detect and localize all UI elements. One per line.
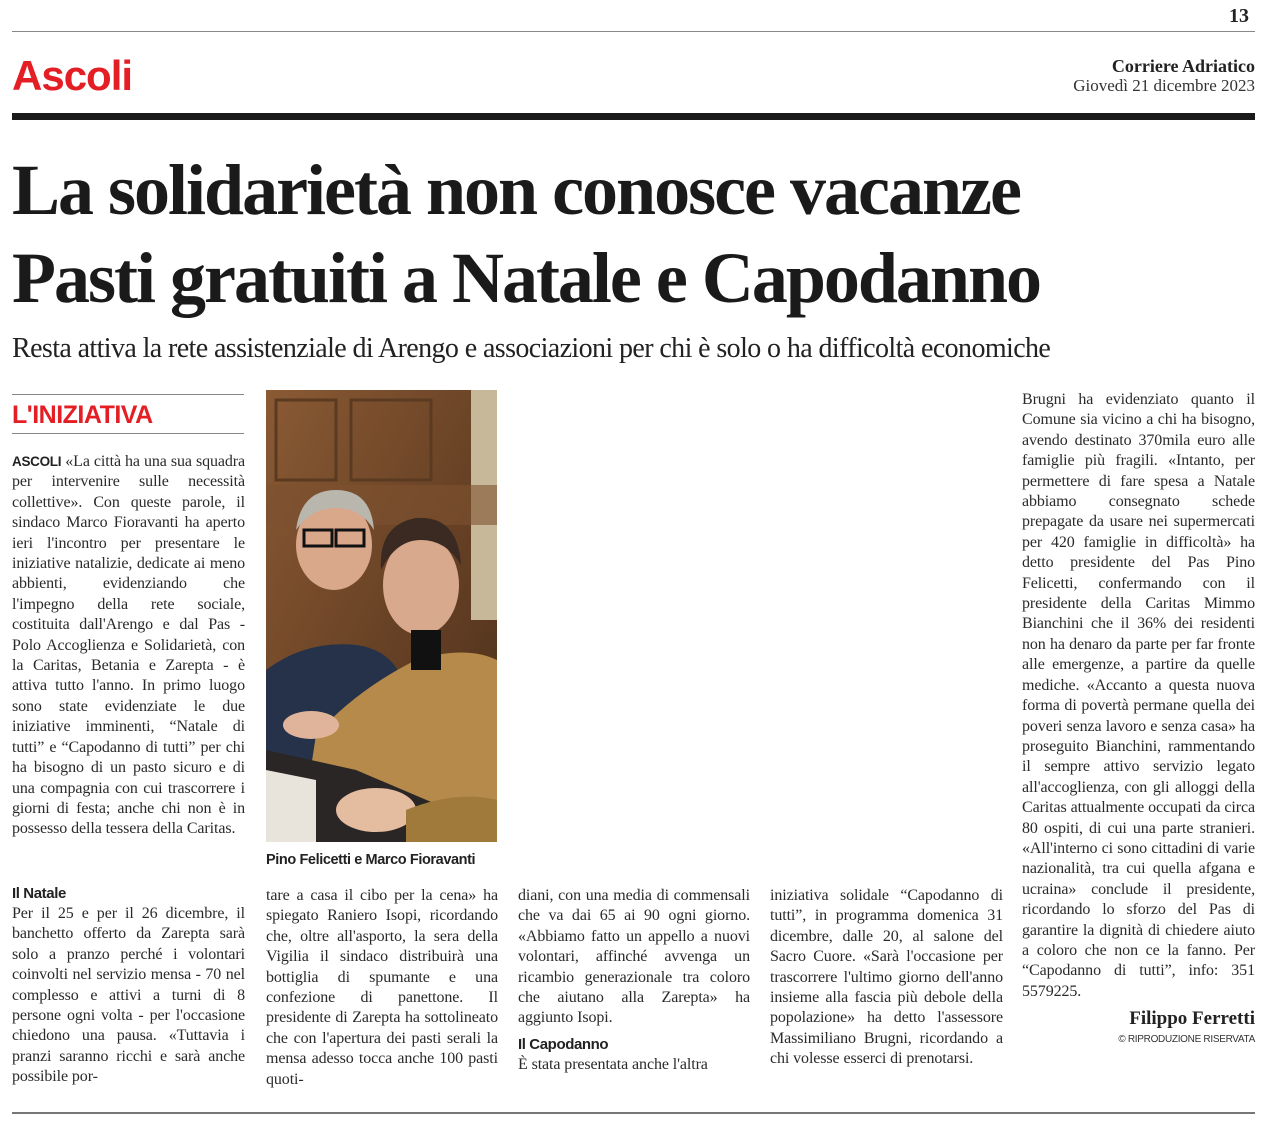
photo-image — [266, 390, 497, 842]
top-divider — [12, 31, 1255, 32]
kicker-label: L'INIZIATIVA — [12, 401, 153, 429]
natale-text-part-3: diani, con una media di commensali che va dai 65 ai 90 ogni giorno. «Abbiamo fatto un appello a nuovi volontari, affinché avvenga un ricambio generazionale tra coloro che aiutano alla Zarepta» ha aggiunto Isopi. — [518, 887, 750, 1027]
article-intro — [12, 452, 245, 840]
copyright-notice: © RIPRODUZIONE RISERVATA — [1118, 1034, 1255, 1046]
bottom-divider — [12, 1112, 1255, 1114]
section-title-capodanno: Il Capodanno — [518, 1035, 609, 1053]
natale-text-part-1: Per il 25 e per il 26 dicembre, il banchetto offerto da Zarepta sarà solo a pranzo perché i volontari coinvolti nel servizio mensa - 70 nel complesso e attivi a turni di 8 persone ogni volta - per l'occasione chiedono una pausa. «Tuttavia i pranzi saranno ricchi e sarà anche possibile por- — [12, 905, 245, 1086]
byline: Filippo Ferretti — [1129, 1008, 1255, 1030]
issue-date: Giovedì 21 dicembre 2023 — [1073, 76, 1255, 95]
capodanno-text-part-1: È stata presentata anche l'altra — [518, 1055, 708, 1073]
masthead — [1073, 56, 1255, 96]
intro-text: «La città ha una sua squadra per intervenire sulle necessità collettive». Con queste parole, il sindaco Marco Fioravanti ha aperto ieri l'incontro per presentare le iniziative natalizie, dedicate ai meno abbienti, evidenziando che l'impegno della rete sociale, costituita dall'Arengo e dal Pas - Polo Accoglienza e Solidarietà, con la Caritas, Betania e Zarepta - è attiva tutto l'anno. In primo luogo sono state evidenziate le due iniziative imminenti, “Natale di tutti” e “Capodanno di tutti” per chi ha bisogno di un pasto sicuro e di una compagnia con cui trascorrere i giorni di festa; anche chi non è in possesso della tessera della Caritas. — [12, 453, 246, 838]
section-natale — [12, 884, 245, 1088]
capodanno-text-part-2: iniziativa solidale “Capodanno di tutti”, in programma domenica 31 dicembre, dalle 20, al salone del Sacro Cuore. «Sarà l'occasione per trascorrere l'ultimo giorno dell'anno insieme alla fascia più debole della popolazione» ha detto l'assessore Massimiliano Brugni, ricordando a chi volesse esserci di prenotarsi. — [770, 887, 1003, 1068]
headline-line-2: Pasti gratuiti a Natale e Capodanno — [12, 238, 1040, 318]
capodanno-text-part-3: Brugni ha evidenziato quanto il Comune sia vicino a chi ha bisogno, avendo destinato 370mila euro alle famiglie più fragili. «Intanto, per permettere di fare spesa a Natale abbiamo consegnato schede prepagate da usare nei supermercati per 420 famiglie in difficoltà» ha detto presidente del Pas Pino Felicetti, confermando con il presidente della Caritas Mimmo Bianchini che il 36% dei residenti non ha denaro da parte per far fronte alle emergenze, a partire da quelle mediche. «Accanto a questa nuova forma di povertà permane quella dei poveri senza lavoro e senza casa» ha proseguito Bianchini, rammentando il sempre attivo servizio legato all'accoglienza, con gli alloggi della Caritas attualmente occupati da circa 80 ospiti, di cui una parte stranieri. «All'interno ci sono cittadini di varie nazionalità, tra cui quella afgana e ucraina» conclude il presidente, ricordando lo sforzo del Pas di garantire la dignità di chiedere aiuto a coloro che non ce la fanno. Per “Capodanno di tutti”, info: 351 5579225. — [1022, 391, 1255, 1000]
column-5 — [1022, 390, 1255, 1109]
natale-text-part-2: tare a casa il cibo per la cena» ha spiegato Raniero Isopi, ricordando che, oltre all'asporto, la sera della Vigilia il sindaco distribuirà una bottiglia di spumante e una confezione di panettone. Il presidente di Zarepta ha sottolineato che con l'apertura dei pasti serali la mensa adesso tocca anche 100 pasti quoti- — [266, 887, 498, 1088]
header-rule — [12, 113, 1255, 120]
article-photo — [266, 390, 497, 842]
subheadline: Resta attiva la rete assistenziale di Arengo e associazioni per chi è solo o ha difficoltà economiche — [12, 333, 1051, 364]
section-capodanno-start — [518, 886, 750, 1075]
photo-caption: Pino Felicetti e Marco Fioravanti — [266, 852, 476, 868]
kicker-rule-bottom — [12, 433, 244, 434]
section-title: Ascoli — [12, 52, 133, 99]
kicker-rule-top — [12, 394, 244, 395]
dateline: ASCOLI — [12, 454, 62, 469]
headline-line-1: La solidarietà non conosce vacanze — [12, 150, 1020, 230]
section-title-natale: Il Natale — [12, 885, 66, 902]
newspaper-name: Corriere Adriatico — [1111, 56, 1255, 76]
headline — [12, 146, 1255, 322]
page-number: 13 — [1229, 5, 1249, 27]
